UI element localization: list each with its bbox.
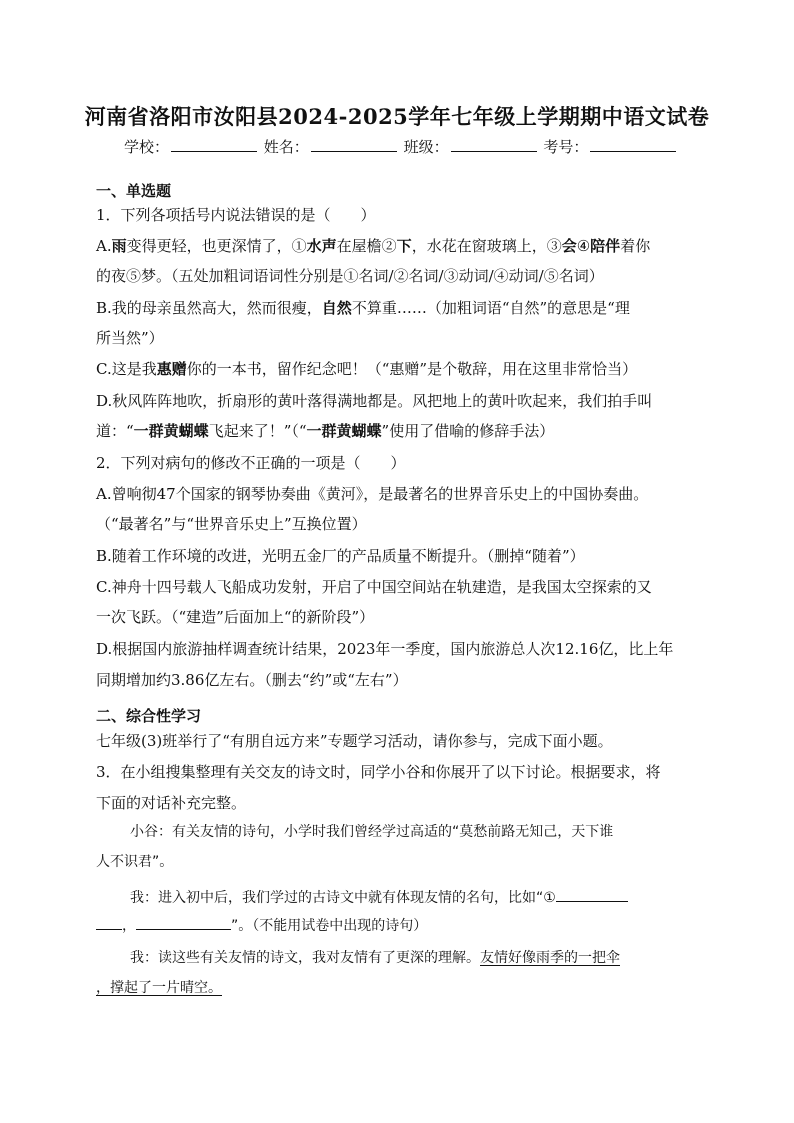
underlined-sentence: ，撑起了一片晴空。	[96, 980, 222, 996]
answer-blank-1a[interactable]	[556, 886, 628, 902]
text: 在屋檐②	[336, 237, 397, 255]
text: 道：“	[96, 422, 134, 440]
school-blank[interactable]	[171, 137, 257, 152]
q3-stem-line2: 下面的对话补充完整。	[96, 794, 247, 812]
dialogue-me-line2	[96, 914, 427, 936]
bold-word: 水声	[306, 237, 337, 255]
q2-option-d-line1: D.根据国内旅游抽样调查统计结果，2023年一季度，国内旅游总人次12.16亿，比上年	[96, 640, 674, 658]
text: A.	[96, 237, 112, 255]
activity-intro: 七年级(3)班举行了“有朋自远方来”专题学习活动，请你参与，完成下面小题。	[96, 732, 613, 750]
q1-option-c	[96, 359, 637, 379]
text: 着你	[620, 237, 651, 255]
q2-option-b: B.随着工作环境的改进，光明五金厂的产品质量不断提升。（删掉“随着”）	[96, 547, 585, 565]
dialogue-me-line3	[130, 948, 620, 968]
text: 你的一本书，留作纪念吧！（“惠赠”是个敬辞，用在这里非常恰当）	[186, 360, 638, 378]
text: ，	[122, 918, 136, 934]
q1-option-d-line1: D.秋风阵阵地吹，折扇形的黄叶落得满地都是。风把地上的黄叶吹起来，我们拍手叫	[96, 392, 653, 410]
q2-stem: 2．下列对病句的修改不正确的一项是（ ）	[96, 454, 406, 472]
section-heading-single-choice: 一、单选题	[96, 182, 172, 200]
text: 我：读这些有关友情的诗文，我对友情有了更深的理解。	[130, 950, 480, 966]
q1-stem: 1．下列各项括号内说法错误的是（ ）	[96, 206, 376, 224]
exam-no-label: 考号：	[543, 138, 589, 156]
student-info-row	[124, 136, 678, 157]
q2-option-c-line1: C.神舟十四号载人飞船成功发射，开启了中国空间站在轨建造，是我国太空探索的又	[96, 578, 652, 596]
bold-word: 自然	[321, 299, 352, 317]
dialogue-xiaogu-line2: 人不识君”。	[96, 854, 174, 870]
answer-blank-2[interactable]	[136, 914, 231, 930]
text: 飞起来了！”（“	[208, 422, 307, 440]
bold-word: 惠赠	[156, 360, 187, 378]
school-label: 学校：	[124, 138, 170, 156]
text: 不算重……（加粗词语“自然”的意思是“理	[351, 299, 630, 317]
q1-option-a-line1	[96, 236, 650, 256]
bold-word: 下	[396, 237, 412, 255]
class-label: 班级：	[403, 138, 449, 156]
bold-word: 雨	[111, 237, 127, 255]
page-title: 河南省洛阳市汝阳县2024-2025学年七年级上学期期中语文试卷	[84, 104, 710, 129]
dialogue-me-line1	[130, 886, 628, 908]
q2-option-d-line2: 同期增加约3.86亿左右。（删去“约”或“左右”）	[96, 671, 408, 689]
q2-option-c-line2: 一次飞跃。（“建造”后面加上“的新阶段”）	[96, 608, 375, 626]
answer-blank-1b[interactable]	[96, 914, 122, 930]
q1-option-b-line2: 所当然”）	[96, 329, 164, 347]
underlined-sentence: 友情好像雨季的一把伞	[480, 950, 620, 966]
q1-option-a-line2: 的夜⑤梦。（五处加粗词语词性分别是①名词/②名词/③动词/④动词/⑤名词）	[96, 267, 604, 285]
dialogue-xiaogu-line1: 小谷：有关友情的诗句，小学时我们曾经学过高适的“莫愁前路无知己，天下谁	[130, 824, 614, 840]
text: ”。（不能用试卷中出现的诗句）	[231, 918, 428, 934]
bold-word: 一群黄蝴蝶	[133, 422, 209, 440]
q2-option-a-line1: A.曾响彻47个国家的钢琴协奏曲《黄河》，是最著名的世界音乐史上的中国协奏曲。	[96, 485, 649, 503]
class-blank[interactable]	[451, 137, 537, 152]
q1-option-b-line1	[96, 298, 630, 318]
bold-word: 陪伴	[590, 237, 621, 255]
name-blank[interactable]	[311, 137, 397, 152]
dialogue-me-line4	[96, 978, 222, 998]
q1-option-d-line2	[96, 421, 554, 441]
name-label: 姓名：	[263, 138, 309, 156]
text: C.这是我	[96, 360, 157, 378]
section-heading-comprehensive: 二、综合性学习	[96, 707, 202, 725]
q2-option-a-line2: （“最著名”与“世界音乐史上”互换位置）	[96, 515, 367, 533]
text: ，水花在窗玻璃上，③	[411, 237, 562, 255]
text: B.我的母亲虽然高大，然而很瘦，	[96, 299, 322, 317]
exam-no-blank[interactable]	[590, 137, 676, 152]
q3-stem-line1: 3．在小组搜集整理有关交友的诗文时，同学小谷和你展开了以下讨论。根据要求，将	[96, 763, 661, 781]
text: 变得更轻，也更深情了，①	[126, 237, 307, 255]
bold-word: 一群黄蝴蝶	[306, 422, 382, 440]
bold-word: 会	[561, 237, 577, 255]
text: 我：进入初中后，我们学过的古诗文中就有体现友情的名句，比如“①	[130, 890, 556, 906]
text: ”使用了借喻的修辞手法）	[381, 422, 555, 440]
text: ④	[576, 237, 591, 255]
